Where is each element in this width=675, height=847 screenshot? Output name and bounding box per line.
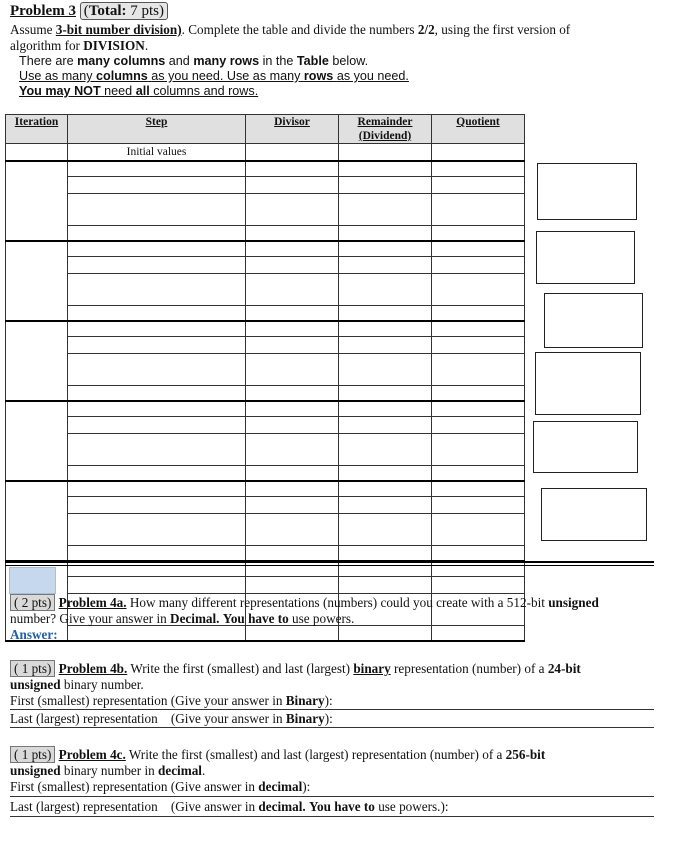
table-cell[interactable]	[432, 194, 525, 226]
intro-division: DIVISION	[83, 38, 145, 53]
q4a-text: How many different representations (numbers) could you create with a 512-bit	[129, 595, 545, 610]
q4b-text: ):	[324, 711, 333, 726]
table-cell[interactable]	[246, 354, 339, 386]
intro-line-2	[10, 38, 148, 54]
table-cell[interactable]	[68, 161, 246, 177]
problem-3-title	[10, 3, 168, 20]
table-row	[6, 577, 525, 594]
table-cell[interactable]	[339, 194, 432, 226]
table-cell[interactable]	[246, 401, 339, 417]
intro-rest2: , using the first version of	[434, 22, 571, 37]
table-cell[interactable]	[432, 561, 525, 577]
instr-text: columns	[96, 69, 148, 83]
table-cell[interactable]	[246, 337, 339, 354]
table-cell[interactable]	[432, 226, 525, 242]
table-cell[interactable]	[68, 321, 246, 337]
instr-text: many columns	[77, 54, 166, 68]
q4a-points: ( 2 pts)	[10, 594, 55, 611]
table-cell[interactable]	[246, 241, 339, 257]
table-cell[interactable]	[432, 481, 525, 497]
table-row	[6, 417, 525, 434]
q4a-line-2	[10, 611, 354, 627]
instruction-line-2	[19, 69, 409, 83]
q4b-text: First (smallest) representation (Give your answer in	[10, 693, 283, 708]
q4b-text: Binary	[285, 693, 325, 708]
iteration-cell[interactable]	[6, 321, 68, 401]
table-cell[interactable]	[68, 274, 246, 306]
table-row	[6, 546, 525, 562]
q4c-first-field[interactable]	[10, 779, 310, 795]
table-cell[interactable]	[68, 626, 246, 642]
table-cell[interactable]	[68, 354, 246, 386]
initial-values-cell: Initial values	[68, 144, 246, 162]
table-cell[interactable]	[339, 514, 432, 546]
table-cell[interactable]	[68, 417, 246, 434]
q4c-points: ( 1 pts)	[10, 746, 55, 763]
answer-box[interactable]	[533, 421, 638, 473]
intro-line-1	[10, 22, 570, 38]
table-cell[interactable]	[246, 274, 339, 306]
q4b-text: ):	[324, 693, 333, 708]
q4c-text: Last (largest) representation (Give answer in	[10, 799, 256, 814]
q4a-text: number? Give your answer in	[10, 611, 167, 626]
table-cell[interactable]	[432, 161, 525, 177]
table-row	[6, 401, 525, 417]
q4b-text: binary number.	[63, 677, 144, 692]
q4b-text: 24-bit	[547, 661, 581, 676]
problem-3-label: Problem 3	[10, 3, 76, 19]
q4c-text: decimal	[258, 779, 303, 794]
q4a-line-1	[10, 595, 599, 611]
table-cell[interactable]	[246, 434, 339, 466]
total-label: Total:	[88, 3, 127, 19]
table-row	[6, 257, 525, 274]
table-cell[interactable]	[339, 306, 432, 322]
table-cell[interactable]	[6, 144, 68, 162]
table-cell[interactable]	[432, 144, 525, 162]
iteration-cell[interactable]	[6, 161, 68, 241]
table-cell[interactable]	[246, 194, 339, 226]
table-row	[6, 514, 525, 546]
table-cell[interactable]	[339, 577, 432, 594]
table-row-initial	[6, 144, 525, 162]
table-cell[interactable]	[432, 497, 525, 514]
q4c-text: You have to	[308, 799, 375, 814]
table-cell[interactable]	[246, 144, 339, 162]
table-row	[6, 466, 525, 482]
table-row	[6, 274, 525, 306]
table-cell[interactable]	[68, 434, 246, 466]
q4b-points: ( 1 pts)	[10, 660, 55, 677]
table-cell[interactable]	[68, 546, 246, 562]
table-row	[6, 481, 525, 497]
table-cell[interactable]	[339, 481, 432, 497]
table-row	[6, 226, 525, 242]
instr-text: many rows	[193, 54, 260, 68]
intro-assume: Assume	[10, 22, 53, 37]
table-cell[interactable]	[432, 401, 525, 417]
table-cell[interactable]	[339, 144, 432, 162]
answer-line	[10, 727, 654, 728]
table-cell[interactable]	[246, 561, 339, 577]
table-cell[interactable]	[246, 481, 339, 497]
intro-line2-c: .	[144, 38, 149, 53]
table-cell[interactable]	[68, 466, 246, 482]
total-points-badge	[80, 2, 168, 20]
table-header-row	[6, 115, 525, 144]
intro-rest: . Complete the table and divide the numbers	[181, 22, 415, 37]
table-row	[6, 497, 525, 514]
table-cell[interactable]	[246, 546, 339, 562]
table-cell[interactable]	[339, 497, 432, 514]
table-cell[interactable]	[339, 241, 432, 257]
iteration-cell[interactable]	[6, 401, 68, 481]
q4c-text: unsigned	[10, 763, 61, 778]
table-cell[interactable]	[432, 466, 525, 482]
q4c-text: decimal	[158, 763, 202, 778]
table-cell[interactable]	[339, 626, 432, 642]
instr-text: There are	[19, 54, 74, 68]
table-row	[6, 177, 525, 194]
table-cell[interactable]	[339, 386, 432, 402]
header-remainder: Remainder (Dividend)	[339, 115, 432, 144]
table-body	[6, 144, 525, 642]
table-cell[interactable]	[339, 274, 432, 306]
table-cell[interactable]	[339, 337, 432, 354]
table-row	[6, 434, 525, 466]
q4b-text: unsigned	[10, 677, 61, 692]
section-divider	[5, 561, 654, 563]
table-cell[interactable]	[246, 466, 339, 482]
answer-line	[10, 816, 654, 817]
q4c-text: First (smallest) representation (Give answer in	[10, 779, 255, 794]
table-cell[interactable]	[432, 577, 525, 594]
table-cell[interactable]	[339, 354, 432, 386]
table-cell[interactable]	[432, 514, 525, 546]
table-row	[6, 241, 525, 257]
instr-text: You may	[19, 84, 71, 98]
table-cell[interactable]	[339, 401, 432, 417]
instr-text: Use as many	[19, 69, 93, 83]
q4c-text: ):	[302, 779, 311, 794]
instr-text: and	[168, 54, 190, 68]
table-cell[interactable]	[246, 177, 339, 194]
q4c-text: Write the first (smallest) and last (largest) representation (number) of a	[128, 747, 503, 762]
instr-text: rows	[303, 69, 334, 83]
table-row	[6, 161, 525, 177]
section-divider	[5, 565, 654, 566]
table-cell[interactable]	[246, 161, 339, 177]
table-cell[interactable]	[246, 577, 339, 594]
total-value: 7 pts)	[130, 3, 165, 19]
q4a-text: You have to	[222, 611, 289, 626]
table-cell[interactable]	[339, 321, 432, 337]
q4a-text: unsigned	[548, 595, 599, 610]
table-cell[interactable]	[68, 577, 246, 594]
table-cell[interactable]	[432, 626, 525, 642]
q4a-title: Problem 4a.	[58, 595, 127, 610]
table-cell[interactable]	[246, 226, 339, 242]
table-cell[interactable]	[339, 226, 432, 242]
q4b-title: Problem 4b.	[58, 661, 128, 676]
table-cell[interactable]	[68, 241, 246, 257]
answer-box[interactable]	[535, 352, 641, 415]
table-cell[interactable]	[339, 257, 432, 274]
q4b-line-2	[10, 677, 144, 693]
table-cell[interactable]	[246, 257, 339, 274]
table-cell[interactable]	[432, 321, 525, 337]
q4a-text: use powers.	[292, 611, 355, 626]
q4c-text: use powers.):	[378, 799, 449, 814]
table-cell[interactable]	[68, 497, 246, 514]
table-row	[6, 194, 525, 226]
table-row	[6, 306, 525, 322]
instr-text: below.	[332, 54, 369, 68]
header-divisor: Divisor	[246, 115, 339, 144]
table-cell[interactable]	[68, 177, 246, 194]
table-cell[interactable]	[68, 561, 246, 577]
table-cell[interactable]	[432, 257, 525, 274]
table-cell[interactable]	[339, 161, 432, 177]
q4c-last-field[interactable]	[10, 799, 449, 815]
table-cell[interactable]	[68, 226, 246, 242]
table-cell[interactable]	[432, 274, 525, 306]
table-cell[interactable]	[68, 401, 246, 417]
iteration-cell[interactable]	[6, 481, 68, 561]
intro-numbers: 2/2	[417, 22, 435, 37]
answer-box[interactable]	[537, 163, 637, 220]
instr-text: all	[135, 84, 150, 98]
instr-text: columns and rows.	[153, 84, 259, 98]
q4c-text: 256-bit	[505, 747, 546, 762]
table-cell[interactable]	[68, 514, 246, 546]
table-cell[interactable]	[246, 626, 339, 642]
table-cell[interactable]	[68, 337, 246, 354]
table-cell[interactable]	[68, 257, 246, 274]
table-cell[interactable]	[339, 561, 432, 577]
table-cell[interactable]	[246, 497, 339, 514]
instr-text: NOT	[74, 84, 101, 98]
table-cell[interactable]	[432, 417, 525, 434]
table-cell[interactable]	[432, 386, 525, 402]
q4b-text: binary	[353, 661, 391, 676]
table-cell[interactable]	[339, 434, 432, 466]
table-row	[6, 561, 525, 577]
q4b-text: Write the first (smallest) and last (largest)	[130, 661, 351, 676]
table-cell[interactable]	[68, 306, 246, 322]
table-cell[interactable]	[68, 386, 246, 402]
header-iteration: Iteration	[6, 115, 68, 144]
header-step: Step	[68, 115, 246, 144]
table-cell[interactable]	[432, 177, 525, 194]
instr-text: as you need. Use as many	[151, 69, 301, 83]
table-cell[interactable]	[68, 194, 246, 226]
q4a-text: Decimal.	[170, 611, 220, 626]
table-cell[interactable]	[246, 417, 339, 434]
table-cell[interactable]	[339, 417, 432, 434]
q4c-text: .	[201, 763, 206, 778]
table-cell[interactable]	[432, 241, 525, 257]
instr-text: need	[104, 84, 133, 98]
q4c-line-2	[10, 763, 205, 779]
q4b-text: Last (largest) representation (Give your answer in	[10, 711, 283, 726]
table-cell[interactable]	[339, 466, 432, 482]
intro-bits: 3-bit number division)	[55, 22, 182, 37]
q4b-text: Binary	[285, 711, 325, 726]
table-row	[6, 386, 525, 402]
table-row	[6, 337, 525, 354]
q4a-answer-label: Answer:	[10, 627, 58, 642]
table-cell[interactable]	[68, 481, 246, 497]
answer-line	[10, 796, 654, 797]
answer-box[interactable]	[536, 231, 635, 284]
table-cell[interactable]	[246, 386, 339, 402]
q4b-last-field[interactable]	[10, 711, 333, 727]
instr-text: in the	[262, 54, 294, 68]
answer-box[interactable]	[544, 293, 643, 348]
table-cell[interactable]	[432, 337, 525, 354]
table-cell[interactable]	[432, 434, 525, 466]
table-cell[interactable]	[246, 321, 339, 337]
table-cell[interactable]	[246, 514, 339, 546]
q4b-first-field[interactable]	[10, 693, 333, 709]
table-cell[interactable]	[246, 306, 339, 322]
table-row	[6, 626, 525, 642]
q4c-text: decimal.	[258, 799, 306, 814]
header-quotient: Quotient	[432, 115, 525, 144]
answer-box[interactable]	[541, 488, 647, 541]
table-cell[interactable]	[432, 354, 525, 386]
table-cell[interactable]	[339, 546, 432, 562]
table-cell[interactable]	[339, 177, 432, 194]
total-open: (	[83, 3, 89, 19]
q4c-text: binary number in	[63, 763, 155, 778]
instruction-line-3	[19, 84, 258, 98]
q4c-title: Problem 4c.	[58, 747, 126, 762]
q4b-line-1	[10, 661, 581, 677]
instr-text: as you need.	[336, 69, 409, 83]
table-cell[interactable]	[432, 306, 525, 322]
q4c-line-1	[10, 747, 545, 763]
answer-line	[10, 709, 654, 710]
iteration-cell[interactable]	[6, 241, 68, 321]
intro-line2-a: algorithm for	[10, 38, 80, 53]
table-row	[6, 321, 525, 337]
q4b-text: representation (number) of a	[394, 661, 545, 676]
highlight-box	[9, 567, 56, 594]
instr-text: Table	[296, 54, 329, 68]
table-cell[interactable]	[432, 546, 525, 562]
table-row	[6, 354, 525, 386]
instruction-line-1	[19, 54, 368, 68]
